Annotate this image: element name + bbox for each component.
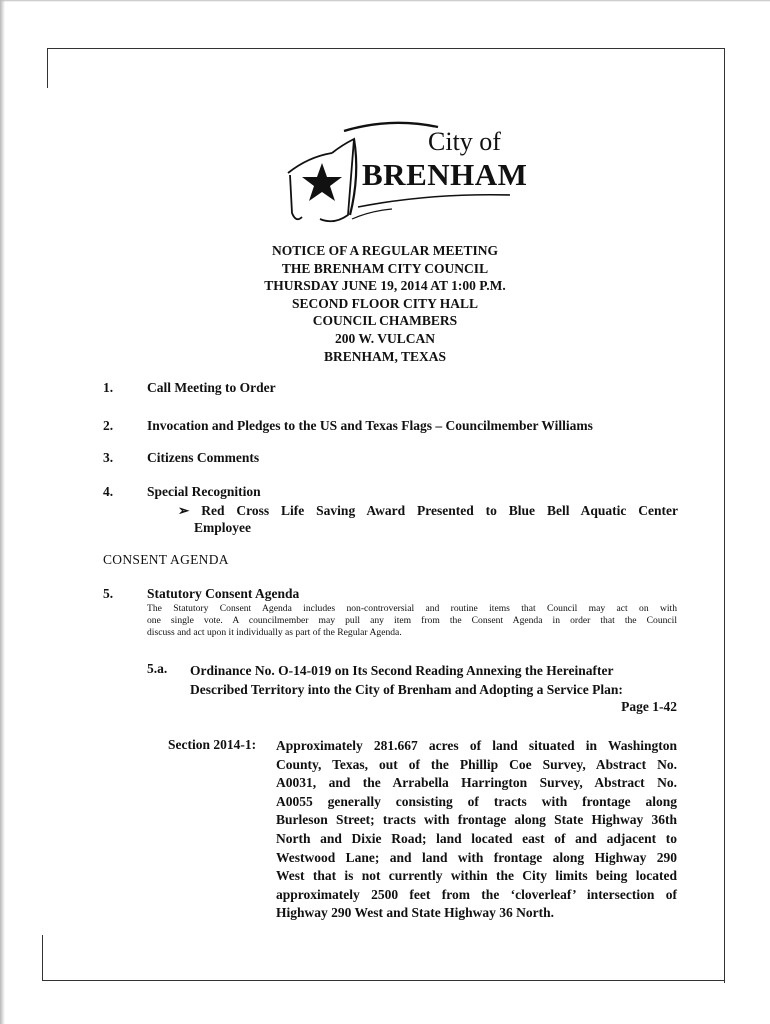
notice-line: NOTICE OF A REGULAR MEETING bbox=[271, 243, 499, 258]
notice-line: BRENHAM, TEXAS bbox=[323, 348, 447, 364]
page-reference: Page 1-42 bbox=[621, 699, 677, 714]
city-logo bbox=[280, 115, 528, 235]
page-frame-right bbox=[724, 48, 725, 983]
section-line: Approximately 281.667 acres of land situated in Washington bbox=[276, 738, 677, 753]
agenda-item-text: Citizens Comments bbox=[147, 450, 260, 465]
section-line: A0055 generally consisting of tracts with frontage along bbox=[276, 793, 677, 809]
section-line: Highway 290 West and State Highway 36 North. bbox=[276, 905, 555, 921]
section-description bbox=[276, 737, 677, 923]
notice-line: THE BRENHAM CITY COUNCIL bbox=[281, 260, 489, 276]
agenda-item-text: Statutory Consent Agenda bbox=[147, 586, 300, 601]
agenda-item-number: 5. bbox=[103, 586, 114, 601]
section-line: approximately 2500 feet from the ‘cloverleaf’ intersection of bbox=[276, 886, 677, 902]
section-label: Section 2014-1: bbox=[168, 737, 257, 752]
logo-city-of: City of bbox=[428, 127, 501, 156]
recognition-line-cont: Employee bbox=[194, 520, 251, 535]
agenda-item-text: Special Recognition bbox=[147, 484, 261, 499]
notice-line: 200 W. VULCAN bbox=[335, 330, 435, 346]
section-line: Westwood Lane; and land with frontage along Highway 290 bbox=[276, 849, 677, 865]
scan-edge-left bbox=[0, 0, 5, 1024]
agenda-item-number: 2. bbox=[103, 418, 114, 433]
description-line: discuss and act upon it individually as part of the Regular Agenda. bbox=[147, 627, 402, 638]
recognition-line bbox=[178, 502, 678, 520]
statutory-description bbox=[147, 603, 677, 639]
item-5a-line: Ordinance No. O-14-019 on Its Second Reading Annexing the Hereinafter bbox=[190, 663, 614, 678]
notice-line: THURSDAY JUNE 19, 2014 AT 1:00 P.M. bbox=[264, 278, 506, 294]
agenda-item-5a-text bbox=[190, 661, 677, 699]
page-frame-bottom-left bbox=[42, 935, 43, 980]
page-frame-bottom bbox=[42, 980, 724, 981]
agenda-item-text: Invocation and Pledges to the US and Texas Flags – Councilmember Williams bbox=[147, 418, 593, 433]
section-line: County, Texas, out of the Phillip Coe Survey, Abstract No. bbox=[276, 756, 677, 772]
recognition-text: Red Cross Life Saving Award Presented to Blue Bell Aquatic Center bbox=[201, 503, 678, 518]
description-line: one single vote. A councilmember may pull any item from the Consent Agenda in order that the Council bbox=[147, 615, 677, 626]
notice-line: COUNCIL CHAMBERS bbox=[312, 313, 458, 329]
agenda-item-5a-number: 5.a. bbox=[147, 661, 168, 676]
section-line: Burleson Street; tracts with frontage along State Highway 36th bbox=[276, 812, 677, 828]
logo-brenham: BRENHAM bbox=[362, 157, 528, 192]
section-line: A0031, and the Arrabella Harrington Survey, Abstract No. bbox=[276, 775, 677, 791]
section-line: West that is not currently within the City limits being located bbox=[276, 868, 677, 884]
agenda-item-number: 3. bbox=[103, 450, 114, 465]
consent-agenda-heading: CONSENT AGENDA bbox=[103, 552, 229, 567]
notice-line: SECOND FLOOR CITY HALL bbox=[292, 295, 478, 311]
section-line: North and Dixie Road; land located east of and adjacent to bbox=[276, 830, 677, 846]
meeting-notice-header bbox=[200, 242, 570, 365]
scan-edge-top bbox=[0, 0, 770, 2]
item-5a-line: Described Territory into the City of Brenham and Adopting a Service Plan: bbox=[190, 682, 623, 697]
agenda-item-number: 4. bbox=[103, 484, 114, 499]
page-frame-top bbox=[47, 48, 724, 49]
page-frame-left bbox=[47, 48, 48, 88]
arrow-bullet-icon: ➢ bbox=[178, 503, 190, 518]
description-line: The Statutory Consent Agenda includes non-controversial and routine items that Council may act on with bbox=[147, 603, 677, 614]
agenda-item-number: 1. bbox=[103, 380, 114, 395]
agenda-item-text: Call Meeting to Order bbox=[147, 380, 276, 395]
